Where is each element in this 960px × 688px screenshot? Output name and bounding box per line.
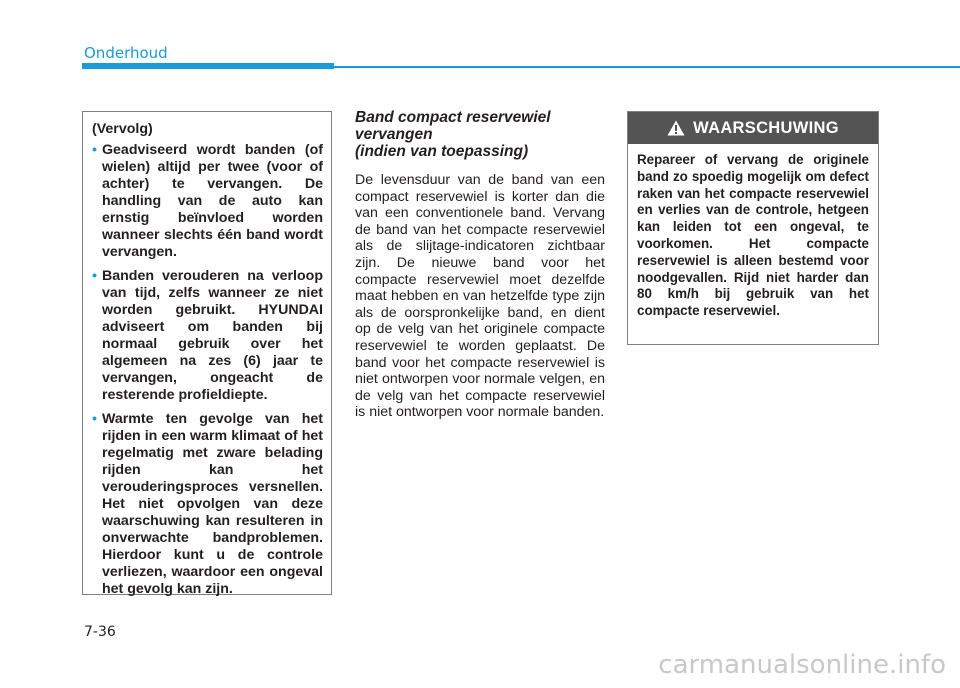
section-heading-line1: Band compact reservewiel vervangen: [355, 109, 551, 143]
warning-box: [627, 111, 879, 345]
header-rule-thick: [82, 63, 334, 69]
list-item-text: Geadviseerd wordt banden (of wielen) altijd per twee (voor of achter) te vervangen. De handling van de auto kan ernstig beïnvloed worden wanneer slechts één band wordt vervangen.: [102, 142, 323, 260]
list-item-text: Banden verouderen na verloop van tijd, zelfs wanneer ze niet worden gebruikt. HYUNDAI adviseert om banden bij normaal gebruik over het algemeen na zes (6) jaar te vervangen, ongeacht de resterende profieldiepte.: [102, 268, 323, 403]
section-heading: [355, 109, 605, 160]
continued-label: (Vervolg): [92, 121, 153, 137]
list-item: [92, 411, 323, 598]
continued-notes-box: [82, 111, 332, 595]
warning-triangle-icon: [667, 120, 685, 136]
page-number: 7-36: [84, 624, 116, 640]
warning-body: Repareer of vervang de originele band zo spoedig mogelijk om defect raken van het compacte reservewiel en verlies van de controle, hetgeen kan leiden tot een ongeval, te voorkomen. Het compacte reservewiel is alleen bestemd voor noodgevallen. Rijd niet harder dan 80 km/h bij gebruik van het compacte reservewiel.: [637, 152, 869, 319]
warning-header: [628, 112, 878, 144]
bullet-icon: •: [92, 268, 97, 284]
bullet-icon: •: [92, 142, 97, 158]
bullet-icon: •: [92, 411, 97, 427]
main-content-column: [355, 109, 605, 421]
section-title: Onderhoud: [84, 44, 168, 62]
section-heading-line2: (indien van toepassing): [355, 143, 529, 160]
header-rule-thin: [334, 66, 960, 68]
warning-title: WAARSCHUWING: [693, 118, 839, 137]
watermark: carmanualsonline.info: [658, 650, 946, 680]
list-item-text: Warmte ten gevolge van het rijden in een warm klimaat of het regelmatig met zware belading rijden kan het verouderingsproces versnellen. Het niet opvolgen van deze waarschuwing kan resulteren in onverwachte bandproblemen. Hierdoor kunt u de controle verliezen, waardoor een ongeval het gevolg kan zijn.: [102, 411, 323, 597]
list-item: [92, 142, 323, 261]
list-item: [92, 268, 323, 404]
notes-list: [92, 142, 323, 598]
section-body: De levensduur van de band van een compact reservewiel is korter dan die van een conventionele band. Vervang de band van het compacte reservewiel als de slijtage-indicatoren zichtbaar zijn. De nieuwe band voor het compacte reservewiel moet dezelfde maat hebben en van hetzelfde type zijn als de oorspronkelijke band, en dient op de velg van het originele compacte reservewiel te worden geplaatst. De band voor het compacte reservewiel is niet ontworpen voor normale velgen, en de velg van het compacte reservewiel is niet ontworpen voor normale banden.: [355, 172, 605, 421]
